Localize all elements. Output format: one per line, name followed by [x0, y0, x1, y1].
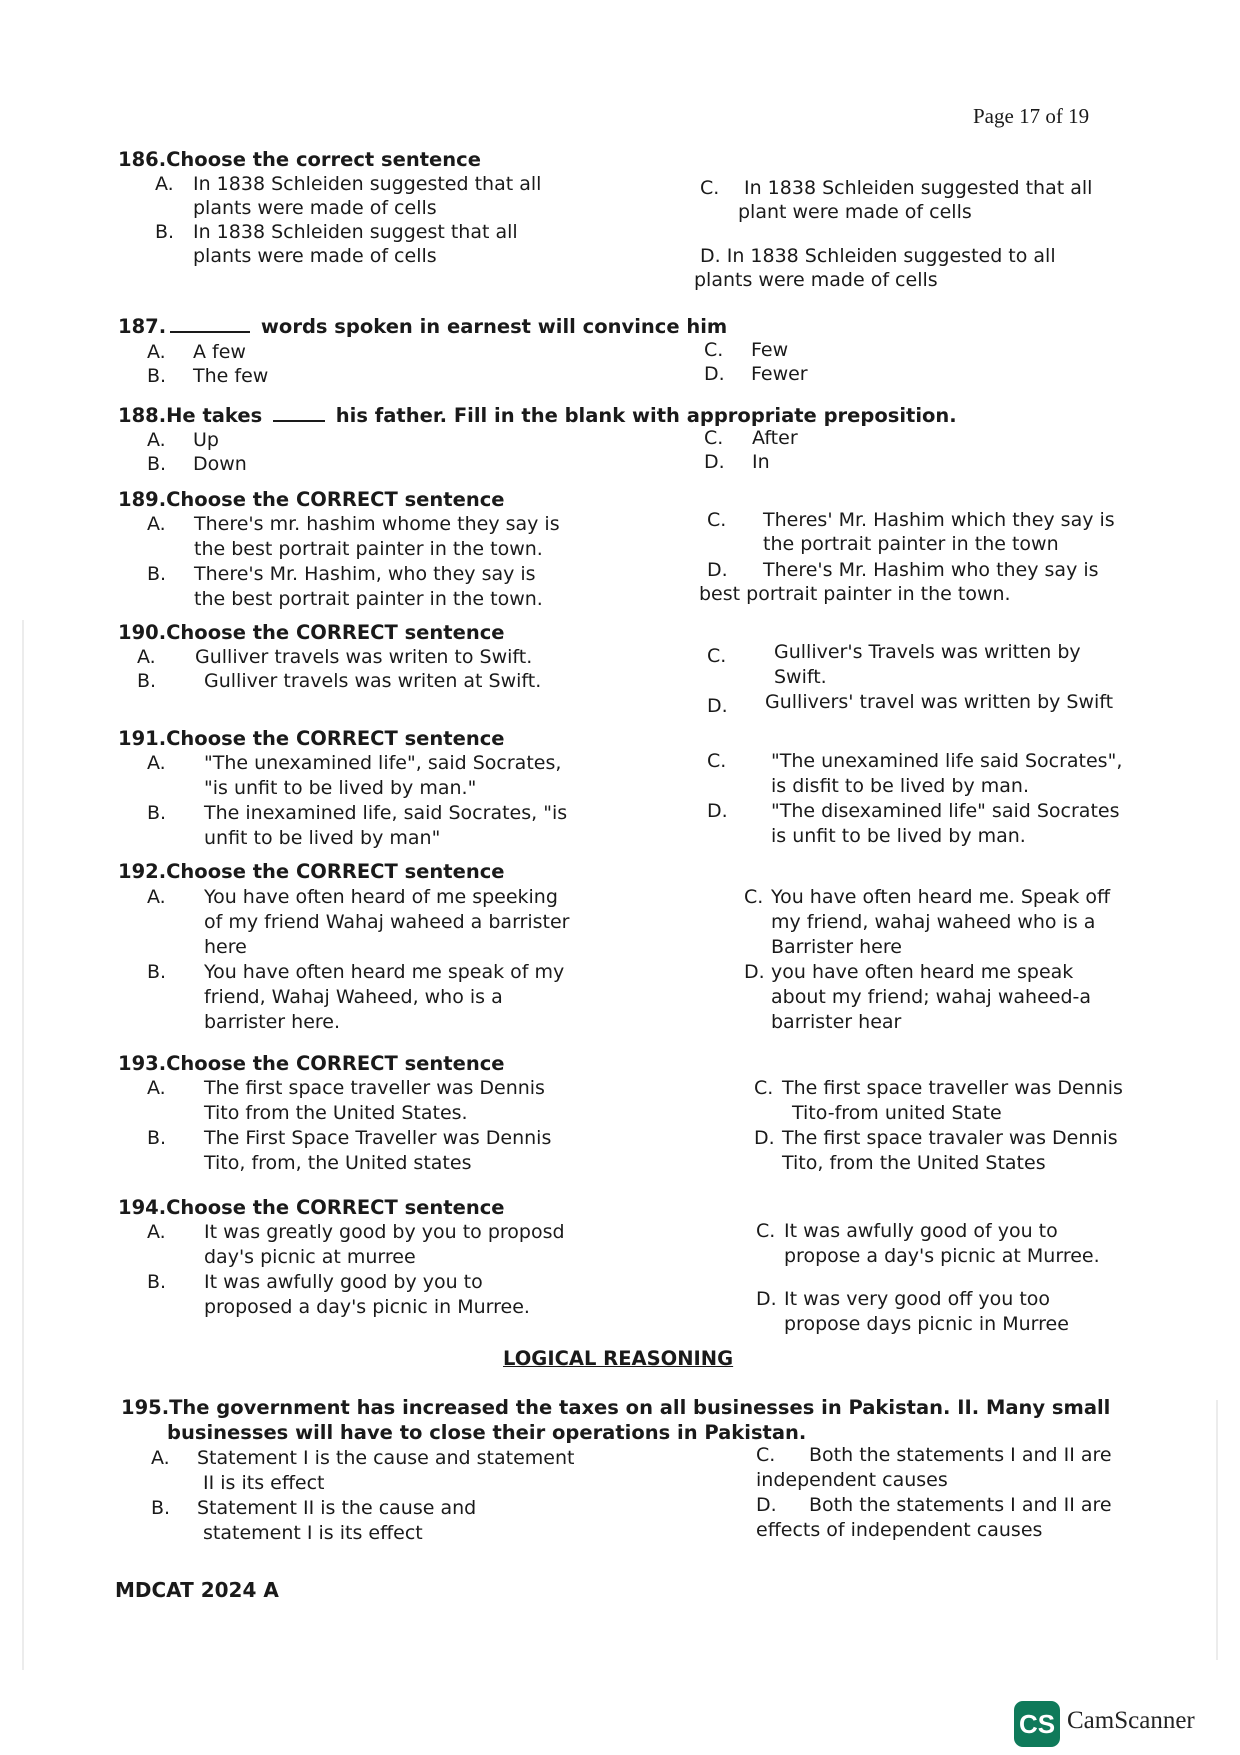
- question-188-title: [118, 404, 957, 427]
- option-letter: A.: [147, 752, 166, 774]
- option-letter: A.: [147, 886, 166, 908]
- option-letter: A.: [147, 341, 166, 363]
- option-line: "The unexamined life said Socrates",: [771, 750, 1123, 772]
- question-191-title: 191.Choose the CORRECT sentence: [118, 727, 505, 750]
- option-letter: B.: [147, 563, 167, 585]
- option-letter: B.: [147, 365, 167, 387]
- option-line: You have often heard of me speeking: [204, 886, 558, 908]
- option-text: Gulliver travels was writen to Swift.: [195, 646, 533, 668]
- option-line: plants were made of cells: [694, 269, 938, 291]
- option-line: "The unexamined life", said Socrates,: [204, 752, 562, 774]
- option-letter: C.: [756, 1444, 776, 1466]
- option-line: propose days picnic in Murree: [784, 1313, 1069, 1335]
- option-line: "The disexamined life" said Socrates: [771, 800, 1120, 822]
- option-line: plants were made of cells: [193, 197, 437, 219]
- option-letter: B.: [151, 1497, 171, 1519]
- scan-edge-right: [1216, 1400, 1218, 1660]
- option-line: propose a day's picnic at Murree.: [784, 1245, 1100, 1267]
- option-letter: D.: [707, 559, 728, 581]
- question-193-title: 193.Choose the CORRECT sentence: [118, 1052, 505, 1075]
- option-line: The first space traveller was Dennis: [782, 1077, 1123, 1099]
- option-letter: D.: [704, 363, 725, 385]
- option-line: The First Space Traveller was Dennis: [204, 1127, 552, 1149]
- option-line: Tito, from the United States: [782, 1152, 1046, 1174]
- option-line: Barrister here: [771, 936, 902, 958]
- option-letter: A.: [137, 646, 156, 668]
- option-text: Gulliver travels was writen at Swift.: [204, 670, 542, 692]
- option-line: statement I is its effect: [203, 1522, 423, 1544]
- option-line: It was greatly good by you to proposd: [204, 1221, 565, 1243]
- option-line: the portrait painter in the town: [763, 533, 1059, 555]
- option-text: Gullivers' travel was written by Swift: [765, 691, 1114, 713]
- option-line: is unfit to be lived by man.: [771, 825, 1026, 847]
- option-letter: C.: [707, 750, 727, 772]
- option-line: plants were made of cells: [193, 245, 437, 267]
- question-195-title-line1: 195.The government has increased the taxes on all businesses in Pakistan. II. Many small: [121, 1396, 1111, 1419]
- option-line: D. In 1838 Schleiden suggested to all: [700, 245, 1056, 267]
- option-letter: C.: [700, 177, 720, 199]
- camscanner-watermark: CamScanner: [1067, 1707, 1195, 1734]
- option-letter: A.: [155, 173, 174, 195]
- exam-footer-label: MDCAT 2024 A: [115, 1578, 279, 1602]
- question-text: his father. Fill in the blank with appropriate preposition.: [335, 404, 957, 427]
- option-line: The first space travaler was Dennis: [782, 1127, 1118, 1149]
- option-line: is disfit to be lived by man.: [771, 775, 1029, 797]
- option-letter: B.: [137, 670, 157, 692]
- option-line: II is its effect: [203, 1472, 325, 1494]
- question-190-title: 190.Choose the CORRECT sentence: [118, 621, 505, 644]
- option-line: Tito-from united State: [792, 1102, 1002, 1124]
- option-text: After: [752, 427, 798, 449]
- option-letter: D.: [756, 1494, 777, 1516]
- option-letter: A.: [147, 429, 166, 451]
- option-line: Both the statements I and II are: [809, 1444, 1112, 1466]
- option-line: the best portrait painter in the town.: [194, 588, 543, 610]
- section-heading: LOGICAL REASONING: [503, 1347, 734, 1370]
- option-letter: D.: [754, 1127, 775, 1149]
- question-text: 188.He takes: [118, 404, 263, 427]
- option-text: Fewer: [751, 363, 808, 385]
- question-194-title: 194.Choose the CORRECT sentence: [118, 1196, 505, 1219]
- option-line: friend, Wahaj Waheed, who is a: [204, 986, 503, 1008]
- option-line: It was very good off you too: [784, 1288, 1051, 1310]
- option-line: Statement I is the cause and statement: [197, 1447, 575, 1469]
- option-line: effects of independent causes: [756, 1519, 1043, 1541]
- option-line: the best portrait painter in the town.: [194, 538, 543, 560]
- question-text: words spoken in earnest will convince him: [260, 315, 728, 338]
- option-letter: C.: [704, 427, 724, 449]
- option-text: Up: [193, 429, 219, 451]
- option-letter: C.: [754, 1077, 774, 1099]
- option-letter: C.: [756, 1220, 776, 1242]
- option-line: proposed a day's picnic in Murree.: [204, 1296, 530, 1318]
- option-text: A few: [193, 341, 246, 363]
- option-line: It was awfully good by you to: [204, 1271, 483, 1293]
- option-letter: B.: [147, 802, 167, 824]
- option-text: Down: [193, 453, 247, 475]
- option-line: Swift.: [774, 666, 827, 688]
- option-letter: D.: [756, 1288, 777, 1310]
- option-letter: A.: [147, 513, 166, 535]
- option-line: Tito from the United States.: [204, 1102, 468, 1124]
- option-line: independent causes: [756, 1469, 948, 1491]
- question-195-title-line2: businesses will have to close their operations in Pakistan.: [167, 1421, 807, 1444]
- camscanner-logo-icon: CS: [1014, 1701, 1060, 1747]
- option-line: unfit to be lived by man": [204, 827, 441, 849]
- option-line: In 1838 Schleiden suggest that all: [193, 221, 518, 243]
- option-letter: A.: [151, 1447, 170, 1469]
- option-letter: B.: [147, 961, 167, 983]
- option-letter: B.: [147, 1127, 167, 1149]
- option-line: "is unfit to be lived by man.": [204, 777, 477, 799]
- option-line: day's picnic at murree: [204, 1246, 416, 1268]
- scan-edge-left: [22, 620, 24, 1670]
- option-line: In 1838 Schleiden suggested that all: [193, 173, 542, 195]
- option-line: you have often heard me speak: [771, 961, 1074, 983]
- option-line: of my friend Wahaj waheed a barrister: [204, 911, 570, 933]
- option-line: In 1838 Schleiden suggested that all: [744, 177, 1093, 199]
- option-line: You have often heard me speak of my: [204, 961, 565, 983]
- question-number: 187.: [118, 315, 167, 338]
- question-187-title: [118, 315, 727, 338]
- option-text: In: [752, 451, 770, 473]
- option-text: The few: [193, 365, 269, 387]
- option-line: best portrait painter in the town.: [699, 583, 1011, 605]
- option-letter: A.: [147, 1221, 166, 1243]
- option-line: barrister hear: [771, 1011, 902, 1033]
- option-letter: D.: [704, 451, 725, 473]
- question-192-title: 192.Choose the CORRECT sentence: [118, 860, 505, 883]
- option-line: Tito, from, the United states: [204, 1152, 472, 1174]
- option-line: about my friend; wahaj waheed-a: [771, 986, 1092, 1008]
- question-189-title: 189.Choose the CORRECT sentence: [118, 488, 505, 511]
- option-letter: C.: [707, 645, 727, 667]
- page-number: Page 17 of 19: [973, 104, 1090, 128]
- option-letter: A.: [147, 1077, 166, 1099]
- option-letter: D.: [707, 695, 728, 717]
- option-letter: C.: [704, 339, 724, 361]
- option-text: Few: [751, 339, 789, 361]
- question-186-title: 186.Choose the correct sentence: [118, 148, 481, 171]
- blank-line: [273, 420, 325, 422]
- option-line: The first space traveller was Dennis: [204, 1077, 545, 1099]
- option-line: Gulliver's Travels was written by: [774, 641, 1081, 663]
- option-line: There's Mr. Hashim, who they say is: [194, 563, 536, 585]
- option-line: here: [204, 936, 247, 958]
- option-letter: C.: [707, 509, 727, 531]
- option-letter: C.: [744, 886, 764, 908]
- option-line: You have often heard me. Speak off: [771, 886, 1111, 908]
- option-letter: D.: [744, 961, 765, 983]
- option-line: There's mr. hashim whome they say is: [194, 513, 560, 535]
- option-line: There's Mr. Hashim who they say is: [763, 559, 1099, 581]
- option-letter: B.: [147, 453, 167, 475]
- option-line: Statement II is the cause and: [197, 1497, 477, 1519]
- option-letter: B.: [155, 221, 175, 243]
- option-letter: B.: [147, 1271, 167, 1293]
- option-line: Both the statements I and II are: [809, 1494, 1112, 1516]
- option-line: Theres' Mr. Hashim which they say is: [763, 509, 1115, 531]
- option-line: plant were made of cells: [738, 201, 972, 223]
- blank-line: [170, 331, 250, 333]
- option-letter: D.: [707, 800, 728, 822]
- option-line: It was awfully good of you to: [784, 1220, 1058, 1242]
- option-line: my friend, wahaj waheed who is a: [771, 911, 1096, 933]
- option-line: The inexamined life, said Socrates, "is: [204, 802, 568, 824]
- option-line: barrister here.: [204, 1011, 341, 1033]
